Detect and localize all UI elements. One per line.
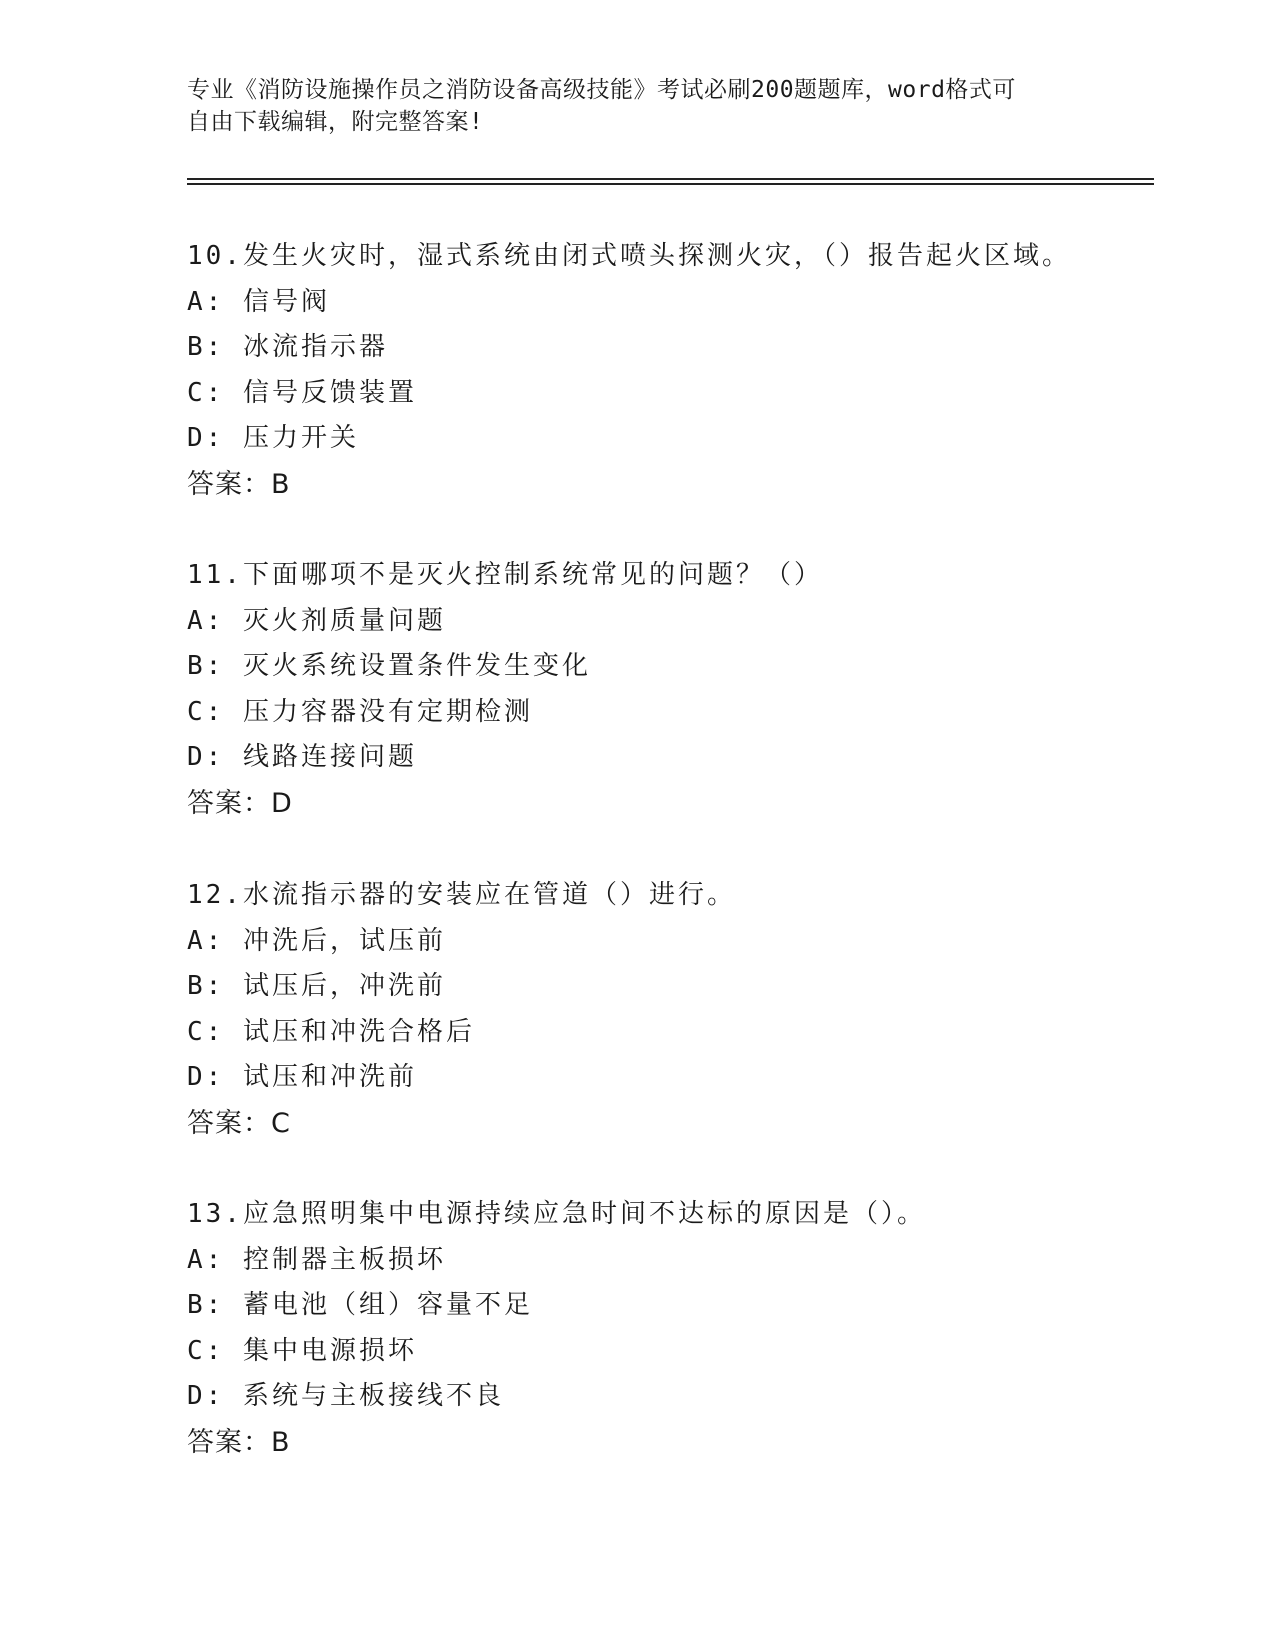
question-block bbox=[187, 873, 1147, 1146]
question-text: 10.发生火灾时，湿式系统由闭式喷头探测火灾，（）报告起火区域。 bbox=[187, 241, 1071, 271]
question-text: 11.下面哪项不是灭火控制系统常见的问题？（） bbox=[187, 560, 823, 590]
question-block bbox=[187, 1192, 1147, 1465]
answer-text: 答案：B bbox=[187, 1426, 291, 1458]
question-block bbox=[187, 234, 1147, 507]
option-d: D: 压力开关 bbox=[187, 423, 359, 453]
option-c: C: 集中电源损坏 bbox=[187, 1335, 417, 1366]
answer-text: 答案：D bbox=[187, 787, 293, 819]
option-d: D: 系统与主板接线不良 bbox=[187, 1381, 504, 1411]
answer-text: 答案：C bbox=[187, 1107, 291, 1139]
header-divider-top bbox=[187, 178, 1154, 180]
option-a: A: 控制器主板损坏 bbox=[187, 1244, 446, 1275]
option-a: A: 灭火剂质量问题 bbox=[187, 605, 446, 636]
option-c: C: 压力容器没有定期检测 bbox=[187, 696, 533, 727]
option-c: C: 信号反馈装置 bbox=[187, 377, 417, 408]
document-header bbox=[187, 74, 1067, 138]
option-c: C: 试压和冲洗合格后 bbox=[187, 1016, 475, 1047]
option-b: B: 试压后，冲洗前 bbox=[187, 971, 446, 1001]
answer-text: 答案：B bbox=[187, 468, 291, 500]
option-b: B: 冰流指示器 bbox=[187, 332, 388, 362]
question-text: 13.应急照明集中电源持续应急时间不达标的原因是（）。 bbox=[187, 1199, 926, 1229]
option-d: D: 试压和冲洗前 bbox=[187, 1062, 417, 1092]
option-d: D: 线路连接问题 bbox=[187, 742, 417, 772]
option-b: B: 蓄电池（组）容量不足 bbox=[187, 1290, 533, 1320]
header-line-2: 自由下载编辑，附完整答案! bbox=[187, 109, 484, 135]
header-line-1: 专业《消防设施操作员之消防设备高级技能》考试必刷200题题库，word格式可 bbox=[187, 77, 1016, 103]
option-a: A: 信号阀 bbox=[187, 286, 330, 317]
option-b: B: 灭火系统设置条件发生变化 bbox=[187, 651, 591, 681]
question-block bbox=[187, 553, 1147, 826]
option-a: A: 冲洗后，试压前 bbox=[187, 925, 446, 956]
header-divider-bottom bbox=[187, 183, 1154, 185]
question-text: 12.水流指示器的安装应在管道（）进行。 bbox=[187, 880, 736, 910]
